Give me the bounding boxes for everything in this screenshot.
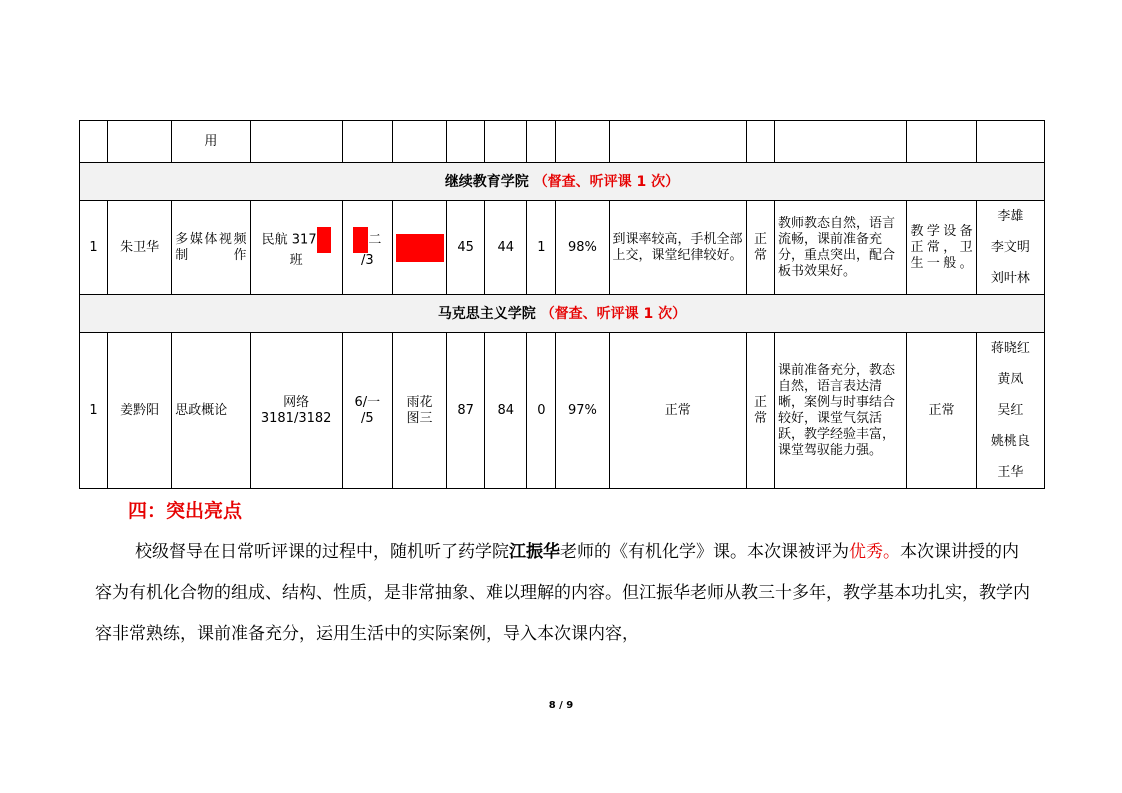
- row-number: 1: [80, 201, 108, 295]
- inspectors: [976, 201, 1044, 295]
- redaction-block: [353, 227, 368, 253]
- class-time-line2: /3: [361, 252, 374, 268]
- section-note: （督查、听评课 1 次）: [540, 305, 687, 322]
- present-count: 44: [485, 201, 527, 295]
- absent-count: 0: [527, 333, 556, 489]
- absent-count: 1: [527, 201, 556, 295]
- section-title: 马克思主义学院: [437, 305, 536, 322]
- class-name-line1: 民航 317: [261, 232, 317, 247]
- cell-usage: 用: [172, 121, 250, 163]
- classroom-line1: 雨花: [406, 394, 433, 410]
- equipment-comment: 正常: [907, 333, 976, 489]
- rating-highlight: 优秀。: [849, 542, 900, 562]
- class-time-line1: 6/一: [354, 394, 381, 410]
- classroom-line2: 图三: [406, 410, 433, 426]
- inspector-name: 黄凤: [997, 372, 1024, 387]
- teacher-name: 姜黔阳: [108, 333, 172, 489]
- highlight-paragraph: [95, 532, 1035, 655]
- inspectors: [976, 333, 1044, 489]
- section-header-marxism: [80, 295, 1045, 333]
- class-name-line1: 网络: [283, 394, 310, 410]
- present-count: 84: [485, 333, 527, 489]
- discipline-comment: 正常: [609, 333, 746, 489]
- inspector-name: 李雄: [997, 209, 1024, 224]
- inspector-name: 姚桃良: [990, 434, 1030, 449]
- attendance-rate: 98%: [556, 201, 609, 295]
- row-number: 1: [80, 333, 108, 489]
- class-time-line1: 二: [368, 232, 382, 247]
- status: 正常: [746, 333, 774, 489]
- section-title: 继续教育学院: [444, 173, 529, 190]
- paragraph-text: 本次课讲授的内容为有机化合物的组成、结构、性质，是非常抽象、难以理解的内容。但江振华老师从教三十多年，教学基本功扎实，教学内容非常熟练，课前准备充分，运用生活中的实际案例，导入本次课内容，: [95, 542, 1030, 644]
- enrolled-count: 45: [447, 201, 485, 295]
- section-header-continuing-education: [80, 163, 1045, 201]
- teaching-comment: 教师教态自然，语言流畅，课前准备充分，重点突出，配合板书效果好。: [775, 201, 907, 295]
- class-name: [250, 201, 342, 295]
- page-number: 8 / 9: [548, 700, 574, 711]
- inspector-name: 吴红: [997, 403, 1024, 418]
- teacher-highlight: 江振华: [509, 542, 560, 562]
- discipline-comment: 到课率较高，手机全部上交，课堂纪律较好。: [609, 201, 746, 295]
- inspector-name: 王华: [997, 465, 1024, 480]
- paragraph-text: 校级督导在日常听评课的过程中，随机听了药学院: [135, 542, 509, 562]
- table-row: [80, 333, 1045, 489]
- redaction-block: [317, 227, 331, 253]
- inspector-name: 刘叶林: [990, 271, 1030, 286]
- classroom: [392, 333, 446, 489]
- section-heading-highlights: 四：突出亮点: [128, 500, 243, 522]
- inspector-name: 蒋晓红: [990, 341, 1030, 356]
- table-row-top: [80, 121, 1045, 163]
- teaching-comment: 课前准备充分，教态自然，语言表达清晰，案例与时事结合较好，课堂气氛活跃，教学经验丰富，课堂驾驭能力强。: [775, 333, 907, 489]
- class-name-line2: 3181/3182: [260, 410, 332, 426]
- section-note: （督查、听评课 1 次）: [533, 173, 680, 190]
- equipment-comment: 教学设备正常，卫生一般。: [907, 201, 976, 295]
- table-row: [80, 201, 1045, 295]
- course-name: 思政概论: [172, 333, 250, 489]
- enrolled-count: 87: [447, 333, 485, 489]
- redaction-block: [396, 234, 444, 262]
- inspection-table: [79, 120, 1045, 489]
- class-time: [342, 333, 392, 489]
- classroom: [392, 201, 446, 295]
- class-time: [342, 201, 392, 295]
- class-name-line2: 班: [289, 252, 303, 268]
- paragraph-text: 老师的《有机化学》课。本次课被评为: [560, 542, 849, 562]
- class-time-line2: /5: [361, 410, 374, 426]
- status: 正常: [746, 201, 774, 295]
- attendance-rate: 97%: [556, 333, 609, 489]
- inspector-name: 李文明: [990, 240, 1030, 255]
- course-name: 多媒体视频制作: [172, 201, 250, 295]
- teacher-name: 朱卫华: [108, 201, 172, 295]
- class-name: [250, 333, 342, 489]
